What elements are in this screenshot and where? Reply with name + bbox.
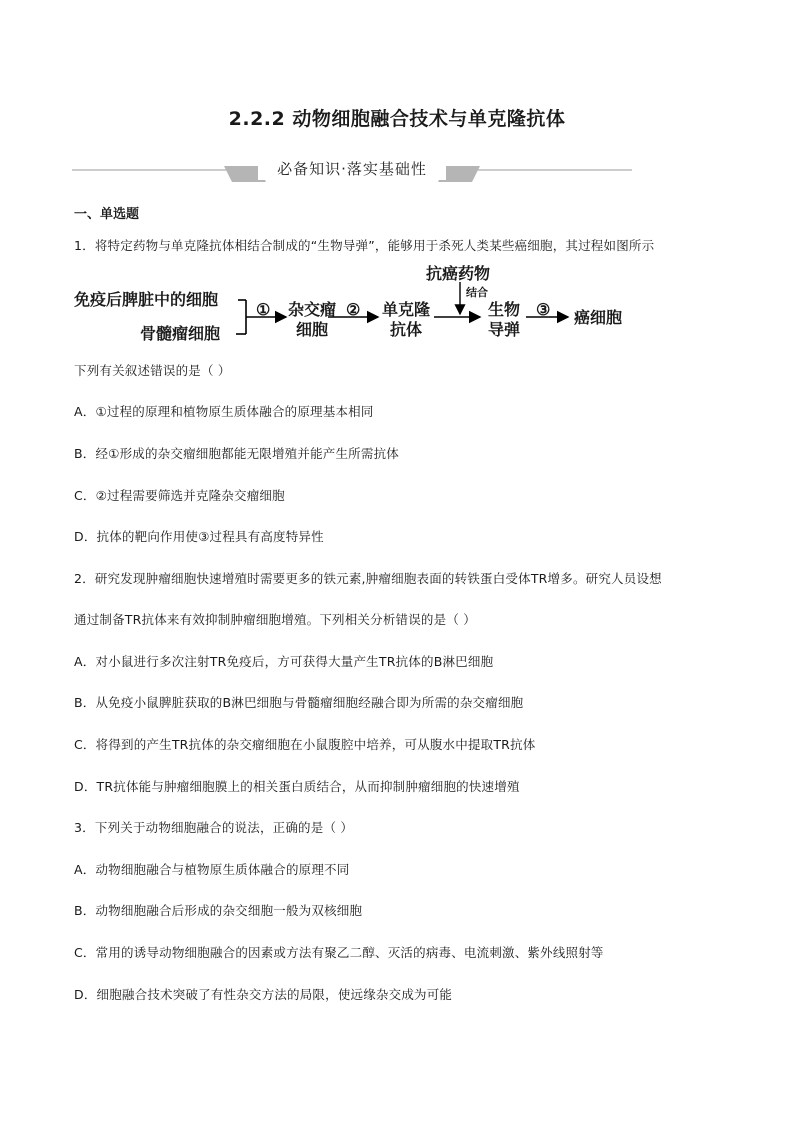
q2-stem-line1: 2．研究发现肿瘤细胞快速增殖时需要更多的铁元素,肿瘤细胞表面的转铁蛋白受体TR增多。研究人员设想 (74, 571, 662, 586)
binding-label: 结合 (466, 286, 488, 299)
section-heading: 一、单选题 (74, 207, 140, 222)
process-diagram (70, 262, 640, 342)
hybridoma-label-line2: 细胞 (296, 320, 329, 339)
cancer-cell-label: 癌细胞 (574, 308, 623, 327)
q2-stem-line2: 通过制备TR抗体来有效抑制肿瘤细胞增殖。下列相关分析错误的是（ ） (74, 612, 476, 627)
step-1-label: ① (256, 300, 271, 319)
myeloma-cells-label: 骨髓瘤细胞 (140, 324, 221, 343)
q1-option-b: B．经①形成的杂交瘤细胞都能无限增殖并能产生所需抗体 (74, 446, 399, 461)
mab-label-line1: 单克隆 (382, 300, 431, 319)
q2-option-a: A．对小鼠进行多次注射TR免疫后，方可获得大量产生TR抗体的B淋巴细胞 (74, 654, 494, 669)
q3-option-a: A．动物细胞融合与植物原生质体融合的原理不同 (74, 862, 350, 877)
q1-option-d: D．抗体的靶向作用使③过程具有高度特异性 (74, 529, 324, 544)
q1-prompt: 下列有关叙述错误的是（ ） (74, 363, 231, 378)
page-title: 2.2.2 动物细胞融合技术与单克隆抗体 (228, 108, 566, 130)
banner-label: 必备知识·落实基础性 (277, 160, 427, 178)
anticancer-drug-label: 抗癌药物 (426, 264, 491, 283)
q3-option-d: D．细胞融合技术突破了有性杂交方法的局限，使远缘杂交成为可能 (74, 987, 453, 1002)
step-3-label: ③ (536, 300, 551, 319)
section-banner (72, 152, 632, 188)
q2-option-b: B．从免疫小鼠脾脏获取的B淋巴细胞与骨髓瘤细胞经融合即为所需的杂交瘤细胞 (74, 695, 524, 710)
q3-option-c: C．常用的诱导动物细胞融合的因素或方法有聚乙二醇、灭活的病毒、电流刺激、紫外线照射等 (74, 945, 604, 960)
step-2-label: ② (346, 300, 361, 319)
biomissile-label-line2: 导弹 (488, 320, 521, 339)
q1-stem: 1．将特定药物与单克隆抗体相结合制成的“生物导弹”，能够用于杀死人类某些癌细胞，其过程如图所示 (74, 238, 655, 253)
q3-option-b: B．动物细胞融合后形成的杂交细胞一般为双核细胞 (74, 903, 363, 918)
spleen-cells-label: 免疫后脾脏中的细胞 (74, 290, 219, 309)
q2-option-c: C．将得到的产生TR抗体的杂交瘤细胞在小鼠腹腔中培养，可从腹水中提取TR抗体 (74, 737, 536, 752)
q1-option-a: A．①过程的原理和植物原生质体融合的原理基本相同 (74, 404, 374, 419)
mab-label-line2: 抗体 (390, 320, 423, 339)
hybridoma-label-line1: 杂交瘤 (288, 300, 337, 319)
q1-option-c: C．②过程需要筛选并克隆杂交瘤细胞 (74, 488, 285, 503)
biomissile-label-line1: 生物 (488, 300, 521, 319)
q3-stem: 3．下列关于动物细胞融合的说法，正确的是（ ） (74, 820, 354, 835)
q2-option-d: D．TR抗体能与肿瘤细胞膜上的相关蛋白质结合，从而抑制肿瘤细胞的快速增殖 (74, 779, 520, 794)
